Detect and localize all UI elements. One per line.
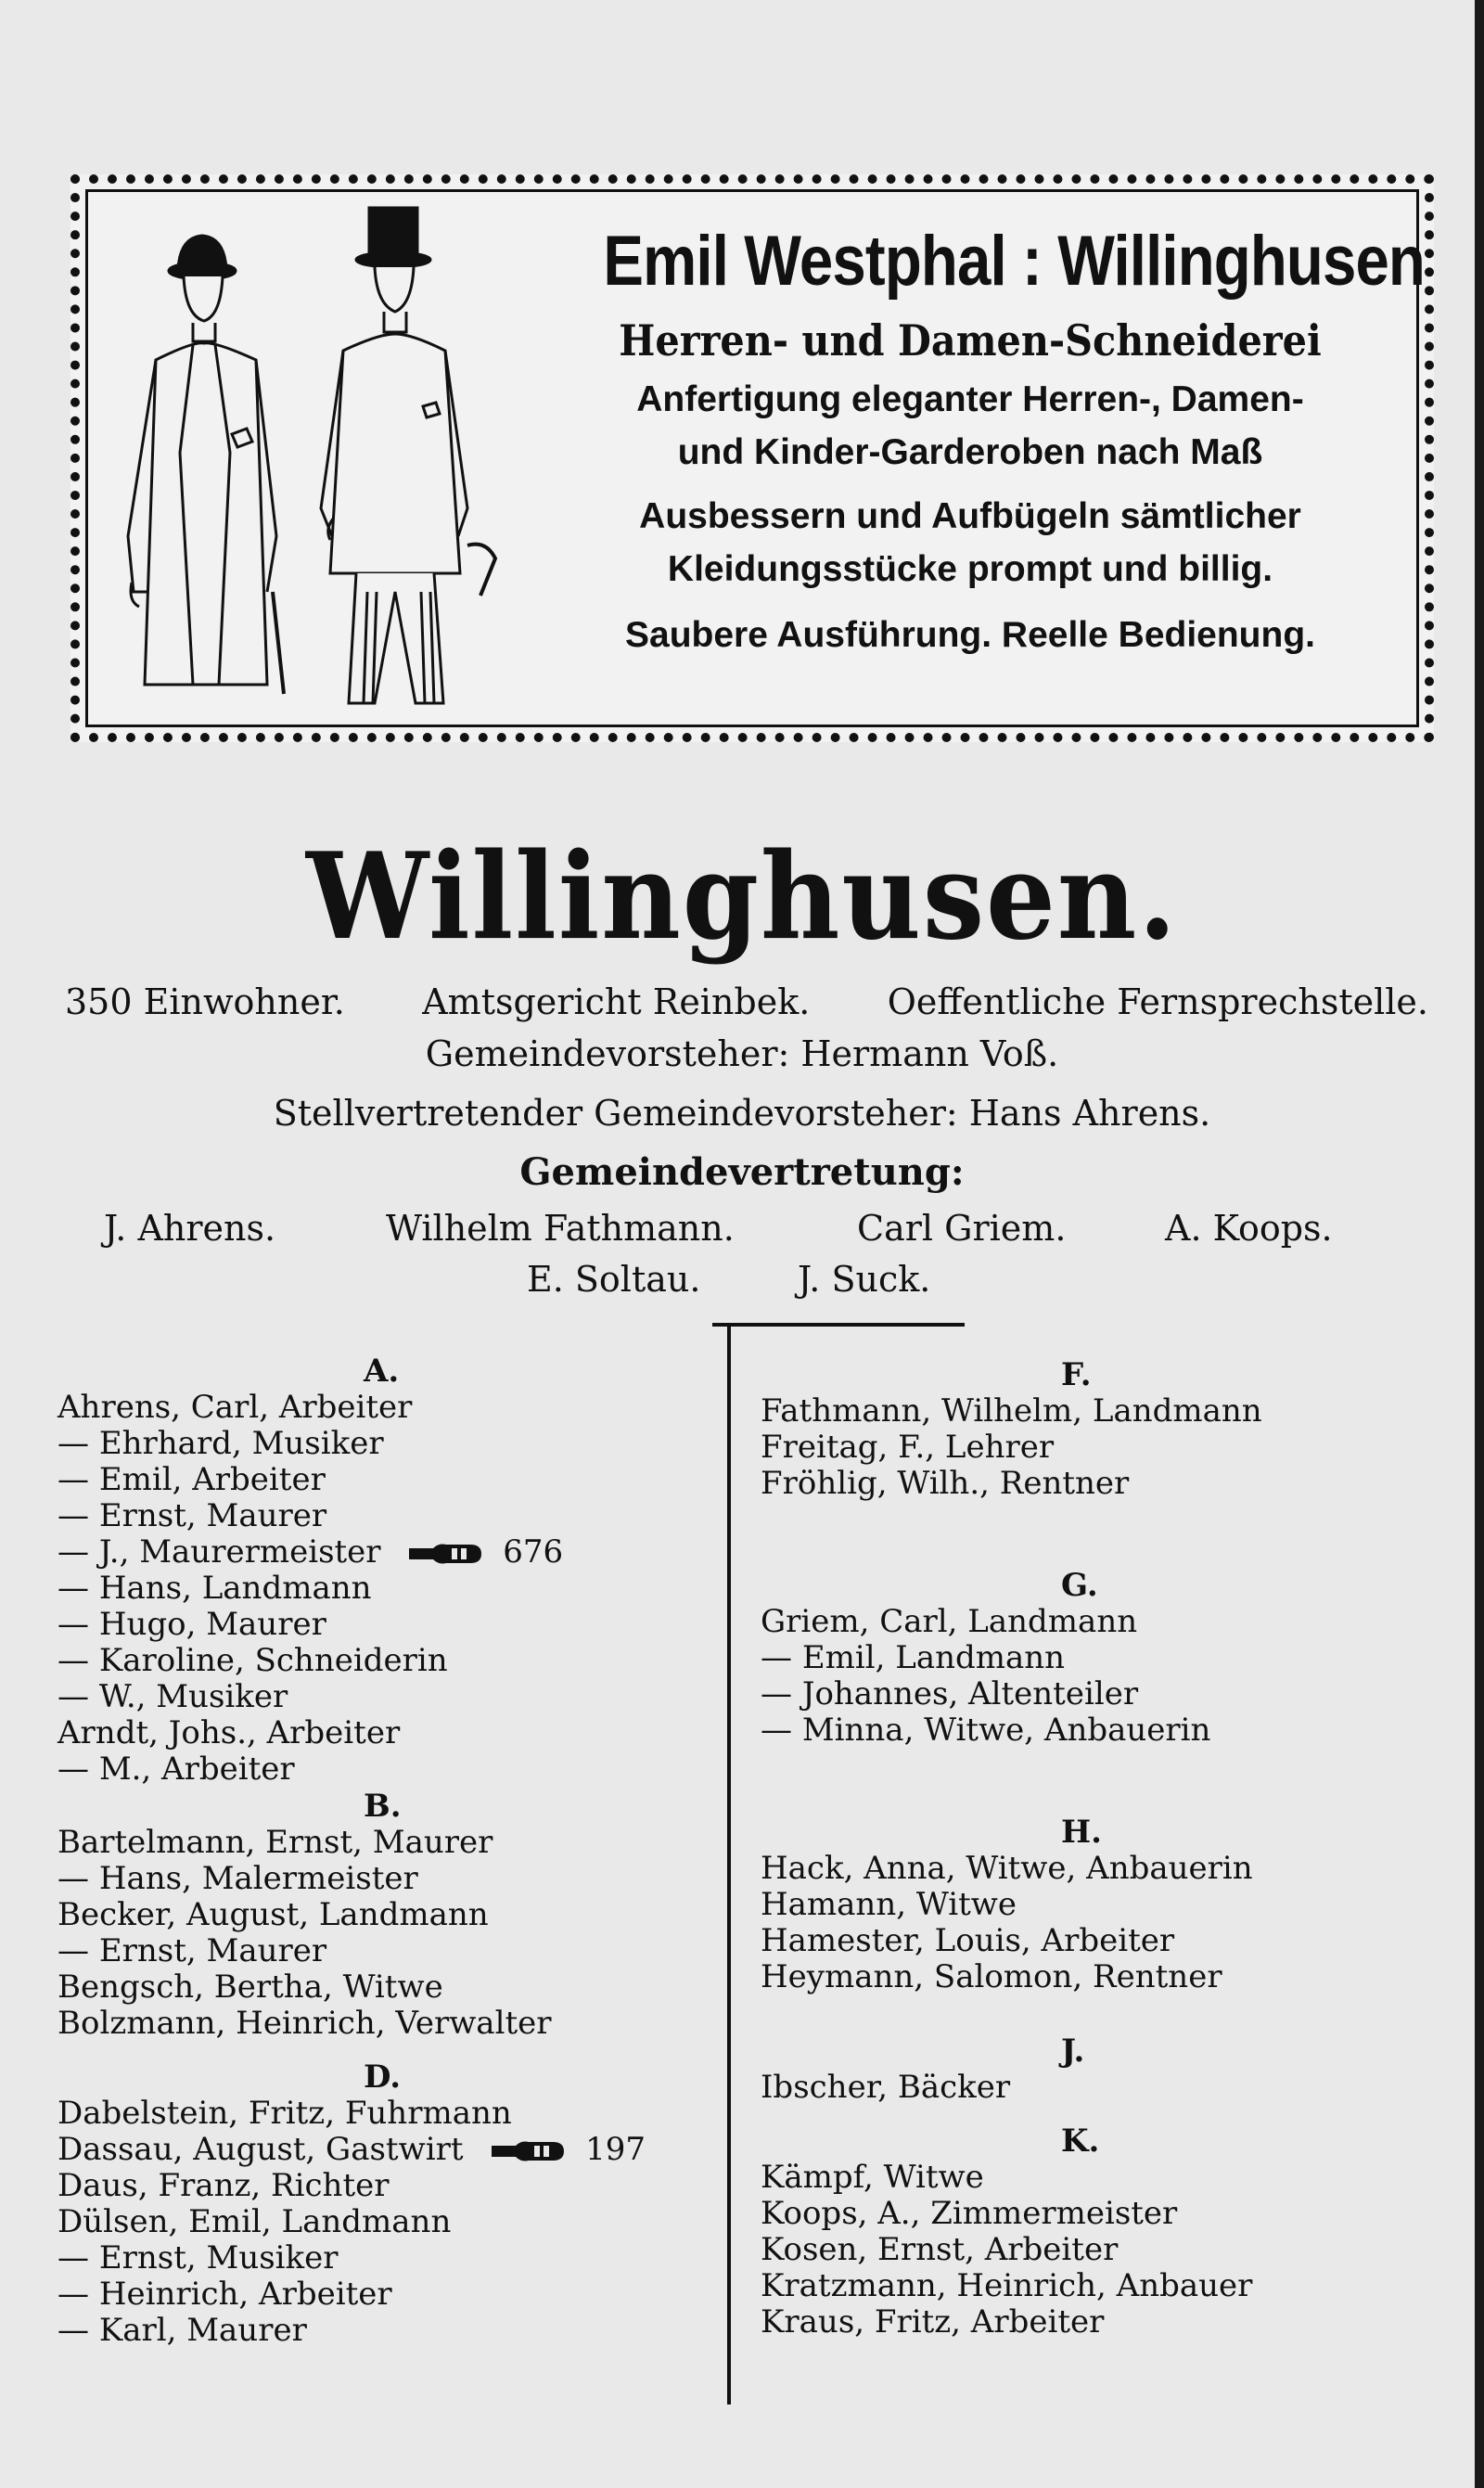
council-member: A. Koops. [1165, 1208, 1333, 1249]
tailor-advertisement [70, 174, 1434, 742]
phone-number: 676 [503, 1533, 564, 1571]
advertisement-text [544, 217, 1425, 661]
directory-entry: — Emil, Arbeiter [58, 1462, 707, 1498]
town-info-row [65, 981, 1428, 1022]
directory-entry: — Minna, Witwe, Anbauerin [761, 1712, 1438, 1749]
page-edge [1475, 0, 1484, 2488]
section-letter: A. [364, 1353, 400, 1390]
directory-entry: — Heinrich, Arbeiter [58, 2276, 707, 2313]
directory-entry: — Ehrhard, Musiker [58, 1426, 707, 1462]
directory-entry: Koops, A., Zimmermeister [761, 2195, 1178, 2232]
directory-entry: — Hans, Landmann [58, 1571, 707, 1607]
directory-entry: Fröhlig, Wilh., Rentner [761, 1465, 1130, 1502]
directory-entry: Kratzmann, Heinrich, Anbauer [761, 2267, 1253, 2304]
directory-entry: — Emil, Landmann [761, 1640, 1438, 1676]
phone-number: 197 [585, 2131, 646, 2168]
trade-line: Herren- und Damen-Schneiderei [619, 315, 1322, 366]
directory-entry: — Ernst, Musiker [58, 2240, 707, 2276]
directory-entry: Kämpf, Witwe [761, 2159, 984, 2196]
section-letter: D. [364, 2058, 402, 2096]
directory-right-column [761, 1356, 1438, 2341]
company-name: Emil Westphal : Willinghusen [603, 222, 1425, 301]
directory-entry: Fathmann, Wilhelm, Landmann [761, 1392, 1262, 1430]
directory-entry-with-phone [58, 1534, 707, 1571]
directory-entry: — Johannes, Altenteiler [761, 1676, 1438, 1712]
section-letter: F. [1061, 1356, 1092, 1393]
population: 350 Einwohner. [65, 981, 345, 1022]
section-letter: K. [1061, 2122, 1100, 2160]
divider [712, 1323, 965, 1327]
directory-entry: Dabelstein, Fritz, Fuhrmann [58, 2095, 512, 2132]
public-phone: Oeffentliche Fernsprechstelle. [887, 981, 1428, 1022]
directory-entry: Becker, August, Landmann [58, 1896, 489, 1933]
directory-entry: Griem, Carl, Landmann [761, 1603, 1138, 1640]
directory-entry: Bartelmann, Ernst, Maurer [58, 1824, 493, 1861]
directory-entry: Hack, Anna, Witwe, Anbauerin [761, 1850, 1253, 1887]
mayor-line: Gemeindevorsteher: Hermann Voß. [425, 1033, 1059, 1074]
directory-entry: — W., Musiker [58, 1679, 707, 1715]
directory-entry-with-phone [58, 2132, 707, 2168]
directory-entry: Hamester, Louis, Arbeiter [761, 1922, 1175, 1959]
directory-entry: Hamann, Witwe [761, 1886, 1017, 1923]
directory-entry: — Karl, Maurer [58, 2313, 707, 2349]
directory-entry: Heymann, Salomon, Rentner [761, 1958, 1222, 1995]
telephone-hand-icon [488, 2136, 568, 2166]
ad-text-line: Ausbessern und Aufbügeln sämtlicher [639, 496, 1301, 536]
page-title: Willinghusen. [305, 827, 1179, 967]
directory-entry: Freitag, F., Lehrer [761, 1429, 1055, 1466]
court: Amtsgericht Reinbek. [422, 981, 811, 1022]
ad-text-line: Kleidungsstücke prompt und billig. [667, 549, 1273, 589]
directory-entry: — Ernst, Maurer [58, 1498, 707, 1534]
section-letter: J. [1061, 2033, 1085, 2070]
directory-entry: Kosen, Ernst, Arbeiter [761, 2231, 1119, 2268]
deputy-line: Stellvertretender Gemeindevorsteher: Hans Ahrens. [273, 1093, 1211, 1134]
ad-text-line: und Kinder-Garderoben nach Maß [677, 432, 1263, 472]
section-letter: G. [1061, 1567, 1098, 1604]
directory-entry: — Hugo, Maurer [58, 1607, 707, 1643]
directory-entry: Ibscher, Bäcker [761, 2069, 1011, 2106]
telephone-hand-icon [405, 1539, 485, 1569]
directory-entry: — Karoline, Schneiderin [58, 1643, 707, 1679]
directory-entry: Kraus, Fritz, Arbeiter [761, 2303, 1105, 2341]
ad-text-line: Anfertigung eleganter Herren-, Damen- [636, 379, 1304, 419]
entry-text: Dassau, August, Gastwirt [58, 2131, 464, 2168]
directory-left-column [58, 1353, 707, 2349]
council-member: J. Suck. [798, 1259, 931, 1300]
council-heading: Gemeindevertretung: [519, 1150, 965, 1194]
section-letter: B. [364, 1788, 402, 1825]
directory-entry: — M., Arbeiter [58, 1751, 707, 1788]
directory-entry: Bolzmann, Heinrich, Verwalter [58, 2005, 552, 2042]
council-member: Carl Griem. [857, 1208, 1067, 1249]
column-divider [727, 1327, 731, 2405]
directory-entry: Arndt, Johs., Arbeiter [58, 1714, 401, 1751]
council-member: J. Ahrens. [104, 1208, 276, 1249]
entry-text: J., Maurermeister [98, 1533, 381, 1571]
ad-text-line: Saubere Ausführung. Reelle Bedienung. [625, 615, 1315, 655]
gentlemen-illustration [100, 202, 527, 718]
directory-entry: Dülsen, Emil, Landmann [58, 2203, 452, 2240]
council-member: E. Soltau. [527, 1259, 701, 1300]
directory-entry: — Ernst, Maurer [58, 1933, 707, 1969]
directory-entry: Daus, Franz, Richter [58, 2167, 390, 2204]
directory-entry: Ahrens, Carl, Arbeiter [58, 1389, 413, 1426]
directory-entry: — Hans, Malermeister [58, 1861, 707, 1897]
section-letter: H. [1061, 1814, 1102, 1851]
directory-entry: Bengsch, Bertha, Witwe [58, 1969, 443, 2006]
council-member: Wilhelm Fathmann. [386, 1208, 735, 1249]
